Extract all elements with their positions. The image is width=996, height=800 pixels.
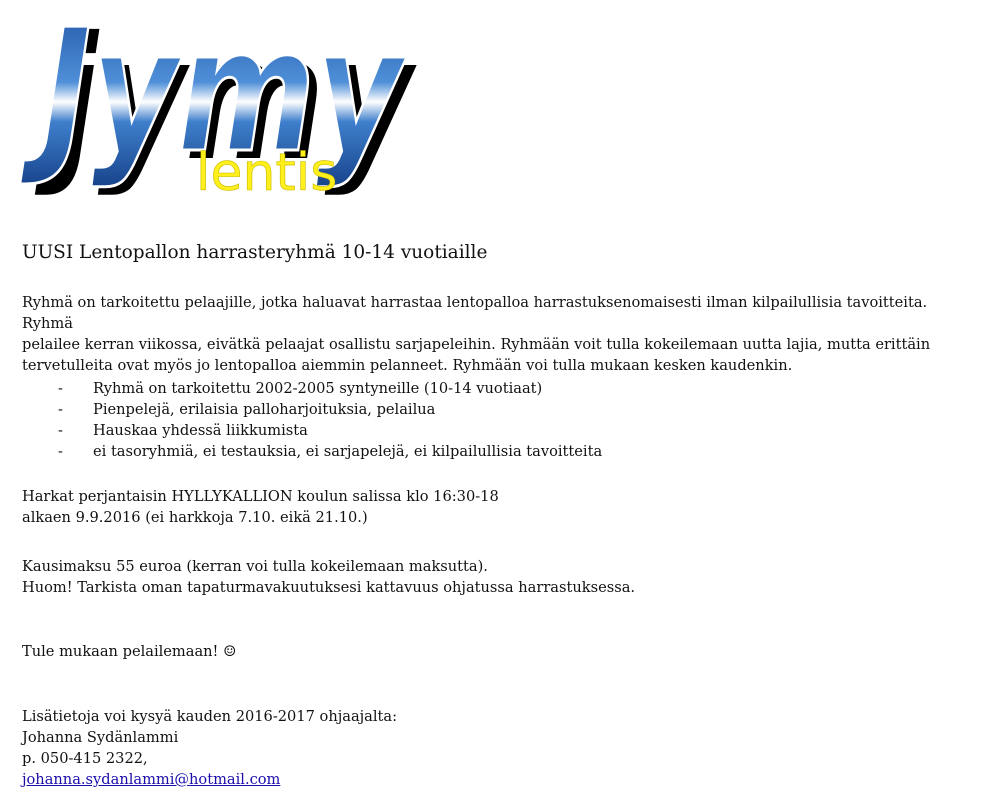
list-item: - Hauskaa yhdessä liikkumista bbox=[58, 422, 308, 439]
feature-list bbox=[22, 378, 602, 462]
contact-intro: Lisätietoja voi kysyä kauden 2016-2017 ohjaajalta: bbox=[22, 708, 398, 725]
intro-line: pelailee kerran viikossa, eivätkä pelaajat osallistu sarjapeleihin. Ryhmään voit tulla kokeilemaan uutta lajia, mutta erittäin bbox=[22, 336, 931, 353]
bullet-marker: - bbox=[58, 422, 63, 439]
schedule-line: alkaen 9.9.2016 (ei harkkoja 7.10. eikä 21.10.) bbox=[22, 509, 368, 526]
fee-line: Huom! Tarkista oman tapaturmavakuutuksesi kattavuus ohjatussa harrastuksessa. bbox=[22, 579, 636, 596]
page-title: UUSI Lentopallon harrasteryhmä 10-14 vuotiaille bbox=[22, 242, 488, 263]
jymy-lentis-logo bbox=[18, 8, 418, 208]
fee-paragraph bbox=[22, 556, 982, 598]
list-item: - Ryhmä on tarkoitettu 2002-2005 syntyneille (10-14 vuotiaat) bbox=[58, 380, 543, 397]
intro-line: tervetulleita ovat myös jo lentopalloa aiemmin pelanneet. Ryhmään voi tulla mukaan kesken kaudenkin. bbox=[22, 357, 793, 374]
schedule-line: Harkat perjantaisin HYLLYKALLION koulun salissa klo 16:30-18 bbox=[22, 488, 499, 505]
bullet-marker: - bbox=[58, 380, 63, 397]
bullet-marker: - bbox=[58, 401, 63, 418]
fee-line: Kausimaksu 55 euroa (kerran voi tulla kokeilemaan maksutta). bbox=[22, 558, 488, 575]
contact-phone: p. 050-415 2322, bbox=[22, 750, 148, 767]
list-item: - Pienpelejä, erilaisia palloharjoituksia, pelailua bbox=[58, 401, 436, 418]
intro-line: Ryhmä on tarkoitettu pelaajille, jotka haluavat harrastaa lentopalloa harrastuksenomaisesti ilman kilpailullisia tavoitteita. Ryhmä bbox=[22, 294, 928, 332]
schedule-paragraph bbox=[22, 486, 982, 528]
svg-text:jymy: jymy bbox=[34, 8, 417, 199]
contact-email-link[interactable]: johanna.sydanlammi@hotmail.com bbox=[22, 771, 281, 788]
bullet-marker: - bbox=[58, 443, 63, 460]
logo-main-text: Jymy bbox=[19, 8, 407, 191]
contact-name: Johanna Sydänlammi bbox=[22, 729, 179, 746]
intro-paragraph bbox=[22, 292, 982, 376]
contact-block bbox=[22, 706, 982, 790]
list-item: - ei tasoryhmiä, ei testauksia, ei sarjapelejä, ei kilpailullisia tavoitteita bbox=[58, 443, 603, 460]
smiley-icon: ☺ bbox=[223, 643, 237, 660]
logo-sub-text: lentis bbox=[196, 143, 338, 203]
invite-text: Tule mukaan pelailemaan! bbox=[22, 643, 219, 660]
invite-line bbox=[22, 641, 982, 662]
